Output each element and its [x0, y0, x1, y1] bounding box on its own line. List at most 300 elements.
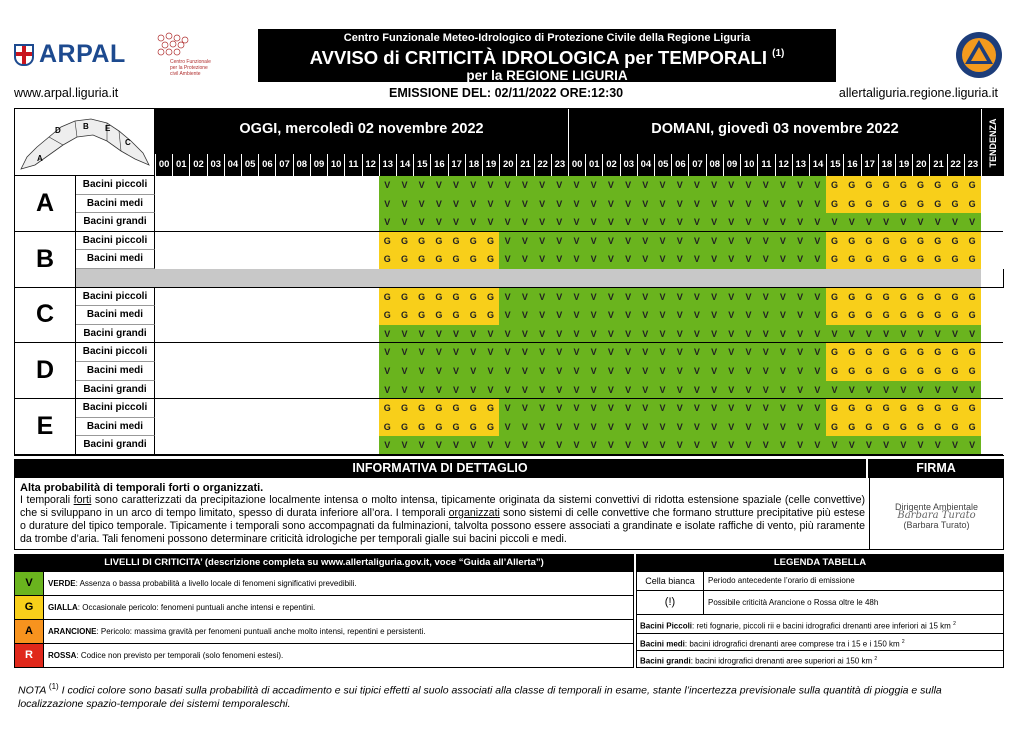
hour-cell: V: [379, 362, 396, 381]
hour-cell: [207, 343, 224, 362]
hour-cell: G: [895, 195, 912, 214]
hour-cell: [189, 306, 206, 325]
hour-cell: V: [619, 418, 636, 437]
hour-cell: V: [413, 362, 430, 381]
hour-cell: V: [740, 306, 757, 325]
tendenza-cell: [981, 399, 1004, 418]
hour-cell: V: [740, 381, 757, 400]
hour-cell: V: [723, 176, 740, 195]
hour-cell: V: [792, 306, 809, 325]
hour-cell: G: [964, 250, 981, 269]
basin-label: Bacini piccoli: [76, 232, 155, 251]
hour-cell: G: [430, 399, 447, 418]
empty-row: [76, 269, 981, 288]
hour-cell: [361, 195, 378, 214]
hour-cell: [344, 306, 361, 325]
hour-cell: V: [465, 213, 482, 232]
hour-cell: V: [740, 213, 757, 232]
hour-cell: G: [878, 399, 895, 418]
hour-cell: V: [809, 325, 826, 344]
hour-cell: [172, 176, 189, 195]
hour-cell: V: [774, 195, 791, 214]
hour-cell: V: [792, 362, 809, 381]
hour-cell: V: [568, 381, 585, 400]
hour-label: 10: [327, 154, 344, 176]
hour-cell: [310, 381, 327, 400]
hour-cell: V: [860, 213, 877, 232]
hour-cell: G: [379, 306, 396, 325]
hour-cell: G: [465, 306, 482, 325]
hour-cell: V: [688, 362, 705, 381]
hour-cell: V: [723, 213, 740, 232]
hour-cell: [172, 213, 189, 232]
hour-cell: [258, 418, 275, 437]
hour-cell: V: [895, 436, 912, 455]
hour-cell: V: [413, 343, 430, 362]
hour-cell: [207, 306, 224, 325]
hour-cell: [258, 399, 275, 418]
hour-cell: [172, 250, 189, 269]
hour-cell: V: [774, 213, 791, 232]
excl-desc: Possibile criticità Arancione o Rossa oltre le 48h: [708, 598, 879, 607]
hour-cell: V: [568, 176, 585, 195]
hour-cell: [310, 213, 327, 232]
hour-cell: V: [585, 306, 602, 325]
url-allerta[interactable]: allertaliguria.regione.liguria.it: [838, 86, 998, 100]
hour-cell: V: [516, 325, 533, 344]
hour-cell: V: [379, 325, 396, 344]
hour-cell: G: [878, 306, 895, 325]
hour-cell: [258, 195, 275, 214]
hour-cell: V: [637, 306, 654, 325]
hour-cell: G: [826, 343, 843, 362]
hour-cell: [207, 399, 224, 418]
hour-cell: V: [774, 232, 791, 251]
hour-cell: V: [895, 213, 912, 232]
hour-cell: [224, 288, 241, 307]
zone-label-c: C: [15, 288, 76, 344]
hour-cell: V: [964, 436, 981, 455]
hour-cell: V: [602, 436, 619, 455]
hour-cell: V: [568, 325, 585, 344]
hour-cell: V: [878, 213, 895, 232]
hour-cell: [361, 250, 378, 269]
hour-cell: V: [723, 288, 740, 307]
hour-cell: G: [895, 250, 912, 269]
hour-cell: G: [964, 195, 981, 214]
hour-cell: V: [654, 176, 671, 195]
hour-cell: V: [740, 362, 757, 381]
hour-cell: V: [619, 288, 636, 307]
map-label-e: E: [105, 124, 111, 133]
hour-cell: [241, 399, 258, 418]
hour-cell: [258, 362, 275, 381]
hour-cell: G: [878, 195, 895, 214]
hour-cell: V: [671, 381, 688, 400]
hour-cell: [224, 418, 241, 437]
hour-cell: V: [619, 306, 636, 325]
hour-cell: V: [637, 213, 654, 232]
hour-cell: V: [585, 362, 602, 381]
hour-cell: V: [637, 325, 654, 344]
hour-cell: G: [929, 176, 946, 195]
hour-cell: [361, 288, 378, 307]
hour-cell: G: [860, 306, 877, 325]
hour-cell: [310, 325, 327, 344]
hour-cell: G: [826, 362, 843, 381]
hour-cell: V: [809, 250, 826, 269]
hour-cell: V: [379, 213, 396, 232]
hour-cell: V: [551, 343, 568, 362]
hour-cell: V: [413, 176, 430, 195]
hour-cell: V: [843, 213, 860, 232]
hour-cell: V: [551, 418, 568, 437]
hour-cell: [258, 176, 275, 195]
hour-cell: V: [912, 381, 929, 400]
hour-cell: V: [826, 381, 843, 400]
hour-label: 17: [861, 154, 878, 176]
hour-cell: [241, 381, 258, 400]
hour-cell: V: [792, 250, 809, 269]
hour-cell: V: [792, 399, 809, 418]
hour-cell: [310, 399, 327, 418]
hour-cell: G: [929, 343, 946, 362]
hour-cell: V: [878, 381, 895, 400]
hour-cell: G: [826, 232, 843, 251]
hour-cell: V: [757, 195, 774, 214]
hour-cell: V: [482, 436, 499, 455]
hour-cell: V: [413, 381, 430, 400]
hour-cell: [275, 362, 292, 381]
hour-cell: V: [482, 381, 499, 400]
hour-cell: V: [706, 381, 723, 400]
hour-cell: V: [860, 436, 877, 455]
url-arpal[interactable]: www.arpal.liguria.it: [14, 86, 119, 100]
hour-cell: V: [465, 436, 482, 455]
hour-cell: [327, 288, 344, 307]
hour-cell: G: [482, 232, 499, 251]
hour-cell: V: [482, 213, 499, 232]
hour-cell: V: [792, 436, 809, 455]
hour-cell: V: [482, 362, 499, 381]
hour-cell: V: [499, 381, 516, 400]
hour-cell: V: [757, 436, 774, 455]
hour-cell: G: [860, 362, 877, 381]
hour-cell: V: [671, 213, 688, 232]
hour-cell: V: [585, 343, 602, 362]
hour-cell: [172, 306, 189, 325]
hour-cell: G: [379, 232, 396, 251]
hour-cell: G: [912, 176, 929, 195]
hour-cell: V: [619, 232, 636, 251]
hour-cell: V: [912, 436, 929, 455]
forecast-row: [155, 362, 981, 381]
hour-cell: V: [671, 343, 688, 362]
basin-label: Bacini grandi: [76, 325, 155, 344]
map-label-a: A: [37, 154, 43, 163]
hour-cell: V: [533, 325, 550, 344]
hour-cell: V: [929, 325, 946, 344]
hour-cell: [361, 362, 378, 381]
hour-cell: G: [860, 250, 877, 269]
hour-cell: [207, 195, 224, 214]
hour-cell: V: [757, 232, 774, 251]
hour-cell: V: [499, 250, 516, 269]
hour-cell: [189, 381, 206, 400]
hour-cell: V: [568, 232, 585, 251]
hour-cell: [224, 343, 241, 362]
hour-cell: V: [929, 213, 946, 232]
hour-cell: [258, 232, 275, 251]
hour-cell: G: [413, 399, 430, 418]
hour-cell: [207, 250, 224, 269]
hour-label: 13: [379, 154, 396, 176]
hour-cell: V: [809, 418, 826, 437]
hour-cell: G: [465, 232, 482, 251]
hour-cell: [275, 232, 292, 251]
hour-cell: G: [929, 399, 946, 418]
hour-cell: [361, 381, 378, 400]
hour-cell: G: [482, 306, 499, 325]
hour-cell: [155, 195, 172, 214]
hour-cell: [207, 232, 224, 251]
hour-cell: G: [482, 399, 499, 418]
basin-label: Bacini grandi: [76, 213, 155, 232]
hour-cell: V: [964, 325, 981, 344]
hour-cell: V: [619, 399, 636, 418]
hour-cell: V: [688, 399, 705, 418]
tendenza-cell: [981, 288, 1004, 307]
hour-cell: G: [895, 306, 912, 325]
hour-cell: V: [430, 195, 447, 214]
legenda-cella-bianca: [636, 572, 1004, 591]
basin-label: Bacini medi: [76, 362, 155, 381]
hour-cell: [327, 399, 344, 418]
hour-cell: [172, 195, 189, 214]
hour-cell: V: [706, 343, 723, 362]
hour-cell: V: [396, 195, 413, 214]
hour-cell: V: [619, 250, 636, 269]
informativa-body: [14, 478, 869, 550]
hour-cell: V: [516, 418, 533, 437]
hour-cell: V: [585, 381, 602, 400]
hour-cell: V: [774, 381, 791, 400]
hour-cell: V: [895, 325, 912, 344]
hour-cell: G: [946, 306, 963, 325]
legenda-header: LEGENDA TABELLA: [636, 554, 1004, 572]
hour-cell: V: [465, 195, 482, 214]
hour-cell: [275, 306, 292, 325]
hour-cell: [241, 250, 258, 269]
hour-cell: V: [602, 195, 619, 214]
hour-cell: V: [585, 436, 602, 455]
hour-cell: V: [533, 306, 550, 325]
hour-cell: V: [482, 325, 499, 344]
hour-cell: [155, 288, 172, 307]
hour-cell: V: [964, 381, 981, 400]
hour-cell: [224, 306, 241, 325]
hour-cell: V: [723, 418, 740, 437]
hour-cell: V: [654, 325, 671, 344]
title-region: per la REGIONE LIGURIA: [466, 68, 628, 83]
hour-cell: V: [723, 381, 740, 400]
hour-cell: [189, 325, 206, 344]
hour-cell: [155, 250, 172, 269]
map-label-d: D: [55, 126, 61, 135]
hour-cell: V: [706, 195, 723, 214]
hour-cell: V: [585, 325, 602, 344]
hour-cell: G: [413, 306, 430, 325]
emissione-date: EMISSIONE DEL: 02/11/2022 ORE:12:30: [389, 86, 624, 100]
hour-cell: V: [757, 250, 774, 269]
hour-cell: V: [396, 176, 413, 195]
hour-cell: [258, 381, 275, 400]
hour-cell: G: [396, 418, 413, 437]
zone-divider: [15, 454, 1003, 455]
hour-cell: G: [929, 362, 946, 381]
hour-cell: V: [430, 325, 447, 344]
hour-cell: G: [946, 176, 963, 195]
hour-cell: G: [843, 195, 860, 214]
hour-cell: [207, 418, 224, 437]
hour-cell: V: [499, 176, 516, 195]
hour-cell: [224, 399, 241, 418]
hour-cell: V: [551, 381, 568, 400]
hour-cell: V: [637, 176, 654, 195]
forecast-row: [155, 176, 981, 195]
hour-cell: [310, 288, 327, 307]
hour-cell: G: [396, 250, 413, 269]
hour-cell: V: [706, 213, 723, 232]
bacini-medi-def: Bacini medi: bacini idrografici drenanti aree comprese tra i 15 e i 150 km $^2$: [640, 639, 905, 649]
tendenza-cell: [981, 343, 1004, 362]
hour-cell: G: [826, 195, 843, 214]
hour-cell: V: [396, 213, 413, 232]
hour-cell: G: [843, 232, 860, 251]
hour-cell: G: [964, 418, 981, 437]
hour-label: 20: [499, 154, 516, 176]
hour-cell: [275, 381, 292, 400]
hour-cell: [275, 250, 292, 269]
hour-cell: V: [551, 288, 568, 307]
hour-label: 06: [671, 154, 688, 176]
hour-cell: G: [413, 418, 430, 437]
hour-cell: G: [447, 288, 464, 307]
hour-cell: [361, 325, 378, 344]
hour-cell: G: [860, 288, 877, 307]
hour-cell: G: [929, 232, 946, 251]
hour-cell: G: [946, 399, 963, 418]
hour-label: 02: [602, 154, 619, 176]
livello-arancione-text: ARANCIONE: Pericolo: massima gravità per fenomeni puntuali anche molto intensi, repentini e persistenti.: [48, 627, 426, 636]
hour-cell: V: [568, 288, 585, 307]
hour-cell: G: [912, 399, 929, 418]
hour-cell: [310, 176, 327, 195]
informativa-text: I temporali forti sono caratterizzati da precipitazione localmente intensa o molto intensa, tipicamente originata da sistemi convettivi di ridotta estensione spaziale (celle convettive) che si sviluppano in un arco di tempo limitato, spesso di durata inferiore all’ora. I temporali organizzati sono sistemi di celle convettive che formano strutture precipitative più estese o durature del tipico temporale. Tipicamente i temporali sono accompagnati da fulminazioni, talvolta possono essere associati a grandinate e isolate raffiche di vento, più raramente da trombe d’aria. Tali fenomeni possono determinare criticità idrologiche per temporali gialle sui bacini piccoli e medi.: [20, 494, 865, 545]
hour-cell: [344, 288, 361, 307]
forecast-row: [155, 399, 981, 418]
hour-cell: [224, 195, 241, 214]
basin-label: Bacini medi: [76, 250, 155, 269]
hour-cell: V: [654, 306, 671, 325]
hour-cell: V: [499, 399, 516, 418]
hour-cell: V: [379, 176, 396, 195]
hour-label: 09: [310, 154, 327, 176]
hour-cell: V: [912, 325, 929, 344]
hour-cell: [172, 436, 189, 455]
hour-cell: V: [878, 436, 895, 455]
hour-cell: V: [654, 362, 671, 381]
firma-body: [869, 478, 1004, 550]
hour-cell: V: [654, 232, 671, 251]
hour-cell: [224, 436, 241, 455]
hour-cell: V: [447, 325, 464, 344]
hour-cell: G: [843, 288, 860, 307]
hour-cell: V: [619, 381, 636, 400]
hour-cell: V: [585, 176, 602, 195]
hour-cell: V: [568, 362, 585, 381]
hour-label: 14: [809, 154, 826, 176]
hour-cell: V: [706, 250, 723, 269]
hour-cell: [293, 306, 310, 325]
hour-cell: [241, 288, 258, 307]
hour-cell: [189, 399, 206, 418]
hour-cell: V: [757, 325, 774, 344]
centro-logo-caption: Centro Funzionale per la Protezione civil Ambiente: [170, 59, 211, 77]
hour-cell: V: [688, 436, 705, 455]
hour-cell: V: [430, 381, 447, 400]
hour-cell: V: [740, 288, 757, 307]
hour-cell: V: [637, 195, 654, 214]
hour-cell: G: [946, 418, 963, 437]
hour-cell: V: [447, 176, 464, 195]
hour-cell: G: [895, 343, 912, 362]
hour-cell: V: [757, 418, 774, 437]
hour-label: 05: [654, 154, 671, 176]
hour-cell: V: [757, 381, 774, 400]
hour-cell: V: [430, 362, 447, 381]
hour-cell: V: [706, 418, 723, 437]
criticita-table: [14, 108, 1004, 456]
hour-cell: G: [912, 362, 929, 381]
hour-cell: [327, 232, 344, 251]
forecast-row: [155, 306, 981, 325]
hour-cell: V: [860, 381, 877, 400]
hour-cell: V: [671, 176, 688, 195]
hour-cell: V: [602, 399, 619, 418]
hour-cell: V: [413, 213, 430, 232]
hour-cell: G: [929, 195, 946, 214]
hour-cell: V: [551, 250, 568, 269]
hour-cell: V: [912, 213, 929, 232]
hour-cell: G: [430, 288, 447, 307]
hour-cell: G: [413, 288, 430, 307]
hour-cell: [172, 288, 189, 307]
hour-cell: V: [568, 418, 585, 437]
hour-cell: V: [465, 176, 482, 195]
basin-label: Bacini medi: [76, 195, 155, 214]
hour-label: 10: [740, 154, 757, 176]
hour-cell: [361, 399, 378, 418]
hour-cell: [224, 381, 241, 400]
hour-label: 04: [637, 154, 654, 176]
livello-verde-text: VERDE: Assenza o bassa probabilità a livello locale di fenomeni significativi prevedibili.: [48, 579, 357, 588]
hour-cell: V: [568, 195, 585, 214]
hour-cell: [241, 325, 258, 344]
hour-cell: G: [826, 176, 843, 195]
hour-cell: V: [723, 250, 740, 269]
badge-arancione: A: [15, 620, 44, 643]
